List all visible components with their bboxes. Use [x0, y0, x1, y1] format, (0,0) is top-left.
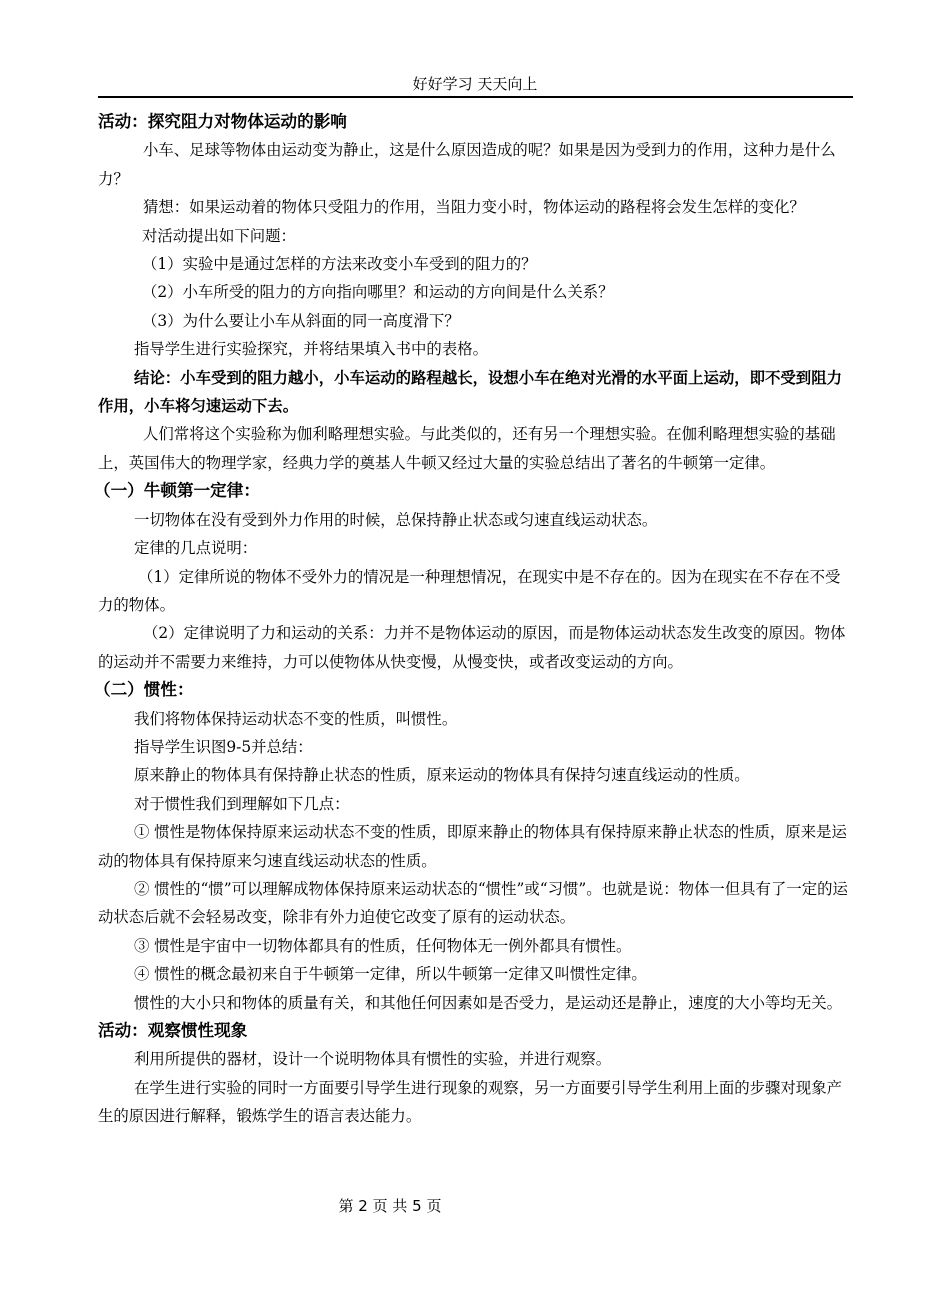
header-divider — [98, 96, 853, 98]
inertia-definition: 我们将物体保持运动状态不变的性质，叫惯性。 — [134, 709, 458, 728]
law-notes-intro: 定律的几点说明： — [134, 539, 258, 558]
page-footer: 第 2 页 共 5 页 — [338, 1197, 442, 1215]
guide-figure: 指导学生识图9-5并总结： — [134, 737, 313, 756]
paragraph-teaching-guidance: 在学生进行实验的同时一方面要引导学生进行现象的观察，另一方面要引导学生利用上面的步骤对现象产生的原因进行解释，锻炼学生的语言表达能力。 — [98, 1078, 842, 1126]
section-heading-inertia: （二）惯性： — [94, 680, 194, 700]
inertia-point-2: ② 惯性的“惯”可以理解成物体保持原来运动状态的“惯性”或“习惯”。也就是说：物体一但具有了一定的运动状态后就不会轻易改变，除非有外力迫使它改变了原有的运动状态。 — [98, 879, 848, 927]
law-note-2: （2）定律说明了力和运动的关系：力并不是物体运动的原因，而是物体运动状态发生改变的原因。物体的运动并不需要力来维持，力可以使物体从快变慢，从慢变快，或者改变运动的方向。 — [98, 624, 846, 671]
section-heading-newton-law: （一）牛顿第一定律： — [94, 481, 260, 501]
law-note-1: （1）定律所说的物体不受外力的情况是一种理想情况，在现实中是不存在的。因为在现实在不存在不受力的物体。 — [98, 567, 841, 614]
paragraph-hypothesis: 猜想：如果运动着的物体只受阻力的作用，当阻力变小时，物体运动的路程将会发生怎样的变化？ — [143, 198, 805, 217]
paragraph-guide-experiment: 指导学生进行实验探究，并将结果填入书中的表格。 — [134, 340, 488, 359]
conclusion-text: 结论：小车受到的阻力越小，小车运动的路程越长，设想小车在绝对光滑的水平面上运动，即不受到阻力作用，小车将匀速运动下去。 — [98, 368, 842, 416]
question-1: （1）实验中是通过怎样的方法来改变小车受到的阻力的？ — [142, 255, 537, 274]
paragraph-inertia-mass: 惯性的大小只和物体的质量有关，和其他任何因素如是否受力，是运动还是静止，速度的大小等均无关。 — [134, 993, 842, 1012]
activity-heading-resistance: 活动：探究阻力对物体运动的影响 — [98, 112, 347, 131]
question-2: （2）小车所受的阻力的方向指向哪里？和运动的方向间是什么关系？ — [142, 283, 614, 302]
inertia-point-1: ① 惯性是物体保持原来运动状态不变的性质，即原来静止的物体具有保持原来静止状态的性质，原来是运动的物体具有保持原来匀速直线运动状态的性质。 — [98, 823, 847, 870]
paragraph-intro: 小车、足球等物体由运动变为静止，这是什么原因造成的呢？如果是因为受到力的作用，这种力是什么力？ — [98, 141, 836, 188]
inertia-point-4: ④ 惯性的概念最初来自于牛顿第一定律，所以牛顿第一定律又叫惯性定律。 — [134, 965, 647, 984]
activity-heading-observe-inertia: 活动：观察惯性现象 — [98, 1021, 248, 1040]
newton-law-statement: 一切物体在没有受到外力作用的时候，总保持静止状态或匀速直线运动状态。 — [134, 510, 658, 529]
paragraph-questions-intro: 对活动提出如下问题： — [142, 226, 296, 245]
inertia-point-3: ③ 惯性是宇宙中一切物体都具有的性质，任何物体无一例外都具有惯性。 — [134, 936, 632, 955]
paragraph-design-experiment: 利用所提供的器材，设计一个说明物体具有惯性的实验，并进行观察。 — [134, 1050, 612, 1069]
question-3: （3）为什么要让小车从斜面的同一高度滑下？ — [142, 311, 460, 330]
inertia-summary: 原来静止的物体具有保持静止状态的性质，原来运动的物体具有保持匀速直线运动的性质。 — [134, 766, 750, 785]
paragraph-galileo: 人们常将这个实验称为伽利略理想实验。与此类似的，还有另一个理想实验。在伽利略理想实验的基础上，英国伟大的物理学家，经典力学的奠基人牛顿又经过大量的实验总结出了著名的牛顿第一定律。 — [98, 425, 836, 472]
understanding-intro: 对于惯性我们到理解如下几点： — [134, 794, 350, 813]
document-body — [94, 108, 854, 1131]
page-header: 好好学习 天天向上 — [412, 75, 538, 93]
